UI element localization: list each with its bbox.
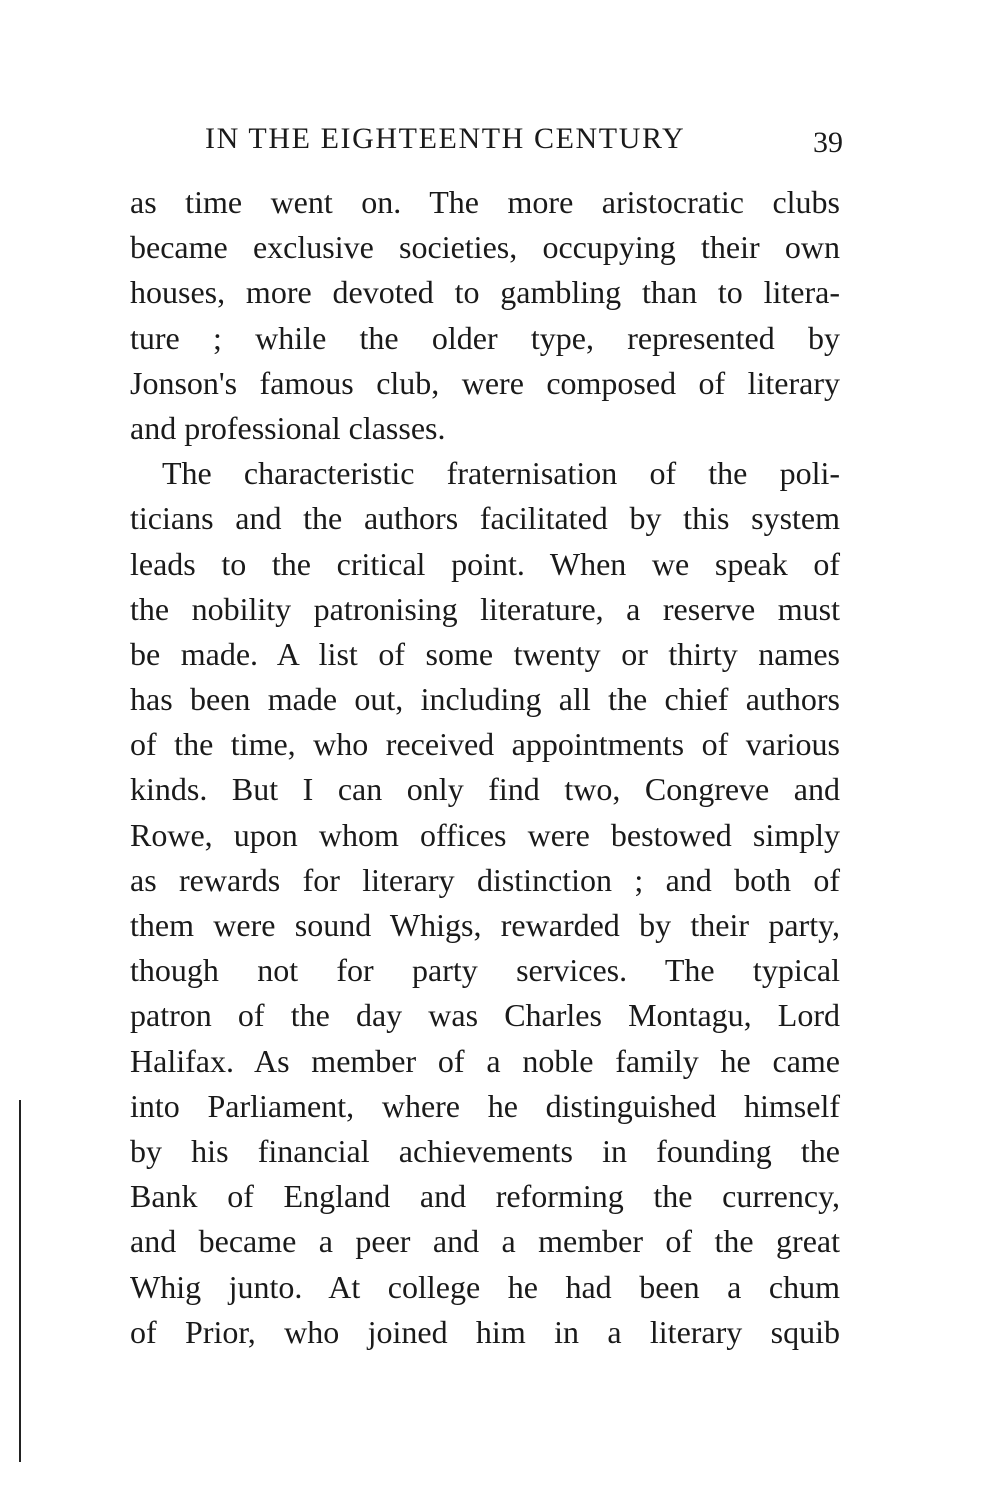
text-line: the nobility patronising literature, a reserve must [130,590,840,627]
text-line: Jonson's famous club, were composed of literary [130,364,840,401]
text-line: Bank of England and reforming the currency, [130,1178,840,1215]
text-line: patron of the day was Charles Montagu, Lord [130,997,840,1034]
text-line: kinds. But I can only find two, Congreve and [130,771,840,808]
text-line: Halifax. As member of a noble family he came [130,1042,840,1079]
text-line: though not for party services. The typical [130,952,840,989]
text-line: leads to the critical point. When we speak of [130,545,840,582]
text-line: and became a peer and a member of the great [130,1223,840,1260]
text-line: as time went on. The more aristocratic clubs [130,184,840,220]
page-number: 39 [813,126,843,159]
text-line: The characteristic fraternisation of the poli- [162,455,840,492]
text-line: houses, more devoted to gambling than to litera- [130,274,840,311]
text-line: and professional classes. [130,409,446,446]
paragraph-2 [130,451,840,1355]
paragraph-1 [130,180,840,451]
text-line: into Parliament, where he distinguished himself [130,1087,840,1124]
text-line: ticians and the authors facilitated by this system [130,500,840,537]
text-line: as rewards for literary distinction ; and both of [130,861,840,898]
text-line: by his financial achievements in founding the [130,1132,840,1169]
body-text [130,180,840,1355]
text-line: of Prior, who joined him in a literary squib [130,1313,840,1350]
text-line: them were sound Whigs, rewarded by their party, [130,907,840,943]
margin-scan-line [19,1100,21,1462]
text-line: ture ; while the older type, represented by [130,319,840,356]
running-head [128,117,843,161]
text-line: has been made out, including all the chief authors [130,681,840,718]
running-title: IN THE EIGHTEENTH CENTURY [205,122,686,155]
text-line: of the time, who received appointments of various [130,726,840,763]
text-line: became exclusive societies, occupying their own [130,229,840,266]
text-line: Rowe, upon whom offices were bestowed simply [130,816,840,853]
text-line: be made. A list of some twenty or thirty names [130,635,840,672]
text-line: Whig junto. At college he had been a chum [130,1268,840,1305]
